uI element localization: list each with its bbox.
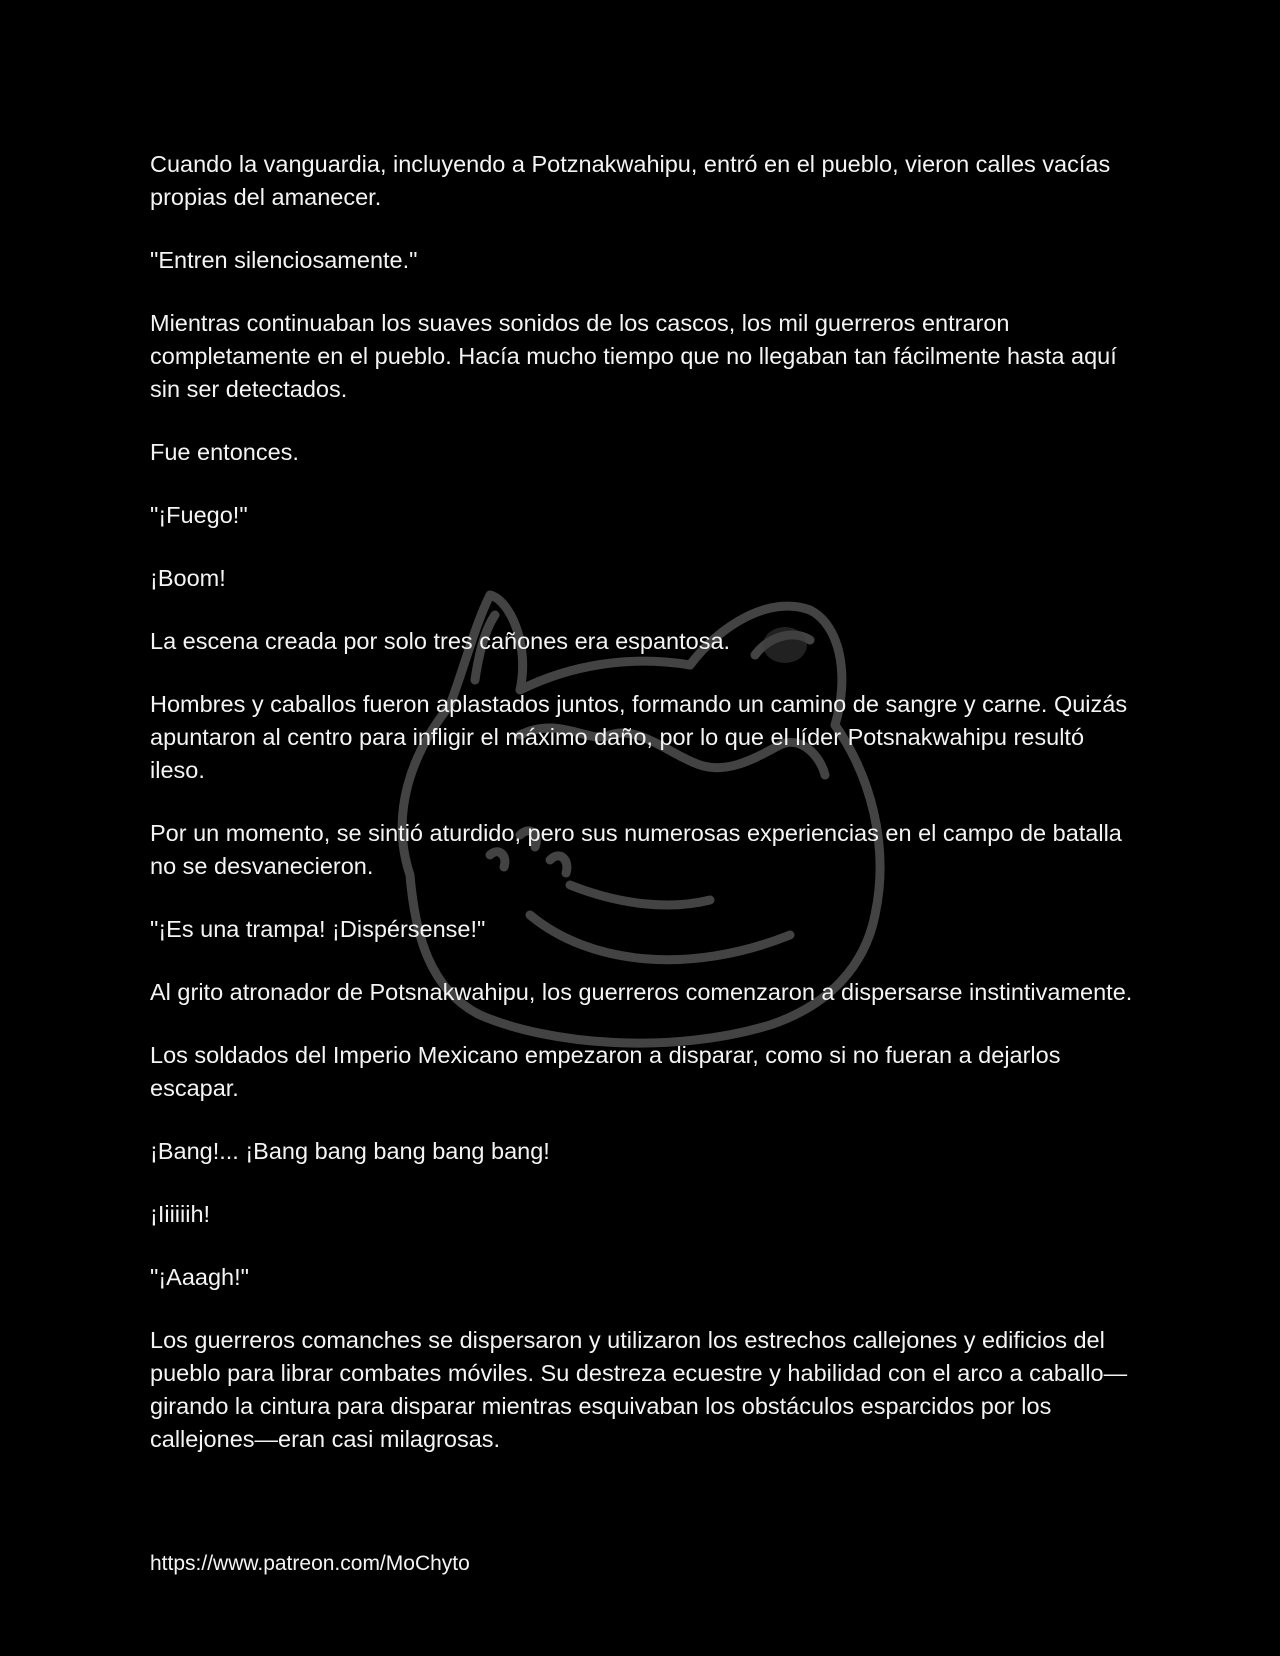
paragraph: ¡Bang!... ¡Bang bang bang bang bang! — [150, 1138, 550, 1164]
paragraph: "¡Es una trampa! ¡Dispérsense!" — [150, 916, 486, 942]
patreon-link[interactable]: https://www.patreon.com/MoChyto — [150, 1552, 470, 1575]
paragraph: "Entren silenciosamente." — [150, 247, 418, 273]
paragraph: Mientras continuaban los suaves sonidos de los cascos, los mil guerreros entraron completamente en el pueblo. Hacía mucho tiempo que no llegaban tan fácilmente hasta aquí sin ser detectados. — [150, 310, 1117, 402]
paragraph: Los guerreros comanches se dispersaron y utilizaron los estrechos callejones y edificios del pueblo para librar combates móviles. Su destreza ecuestre y habilidad con el arco a caballo—girando la cintura para disparar mientras esquivaban los obstáculos esparcidos por los callejones—eran casi milagrosas. — [150, 1327, 1128, 1452]
paragraph: La escena creada por solo tres cañones era espantosa. — [150, 628, 731, 654]
paragraph: "¡Fuego!" — [150, 502, 248, 528]
paragraph: Por un momento, se sintió aturdido, pero sus numerosas experiencias en el campo de batalla no se desvanecieron. — [150, 820, 1122, 879]
paragraph: Cuando la vanguardia, incluyendo a Potznakwahipu, entró en el pueblo, vieron calles vacías propias del amanecer. — [150, 151, 1111, 210]
paragraph: Los soldados del Imperio Mexicano empezaron a disparar, como si no fueran a dejarlos escapar. — [150, 1042, 1061, 1101]
paragraph: "¡Aaagh!" — [150, 1264, 249, 1290]
paragraph: ¡Boom! — [150, 565, 226, 591]
paragraph: Al grito atronador de Potsnakwahipu, los guerreros comenzaron a dispersarse instintivamente. — [150, 979, 1133, 1005]
story-text — [150, 148, 1140, 1486]
paragraph: Fue entonces. — [150, 439, 299, 465]
paragraph: Hombres y caballos fueron aplastados juntos, formando un camino de sangre y carne. Quizás apuntaron al centro para infligir el máximo daño, por lo que el líder Potsnakwahipu resultó ileso. — [150, 691, 1128, 783]
paragraph: ¡Iiiiiih! — [150, 1201, 211, 1227]
